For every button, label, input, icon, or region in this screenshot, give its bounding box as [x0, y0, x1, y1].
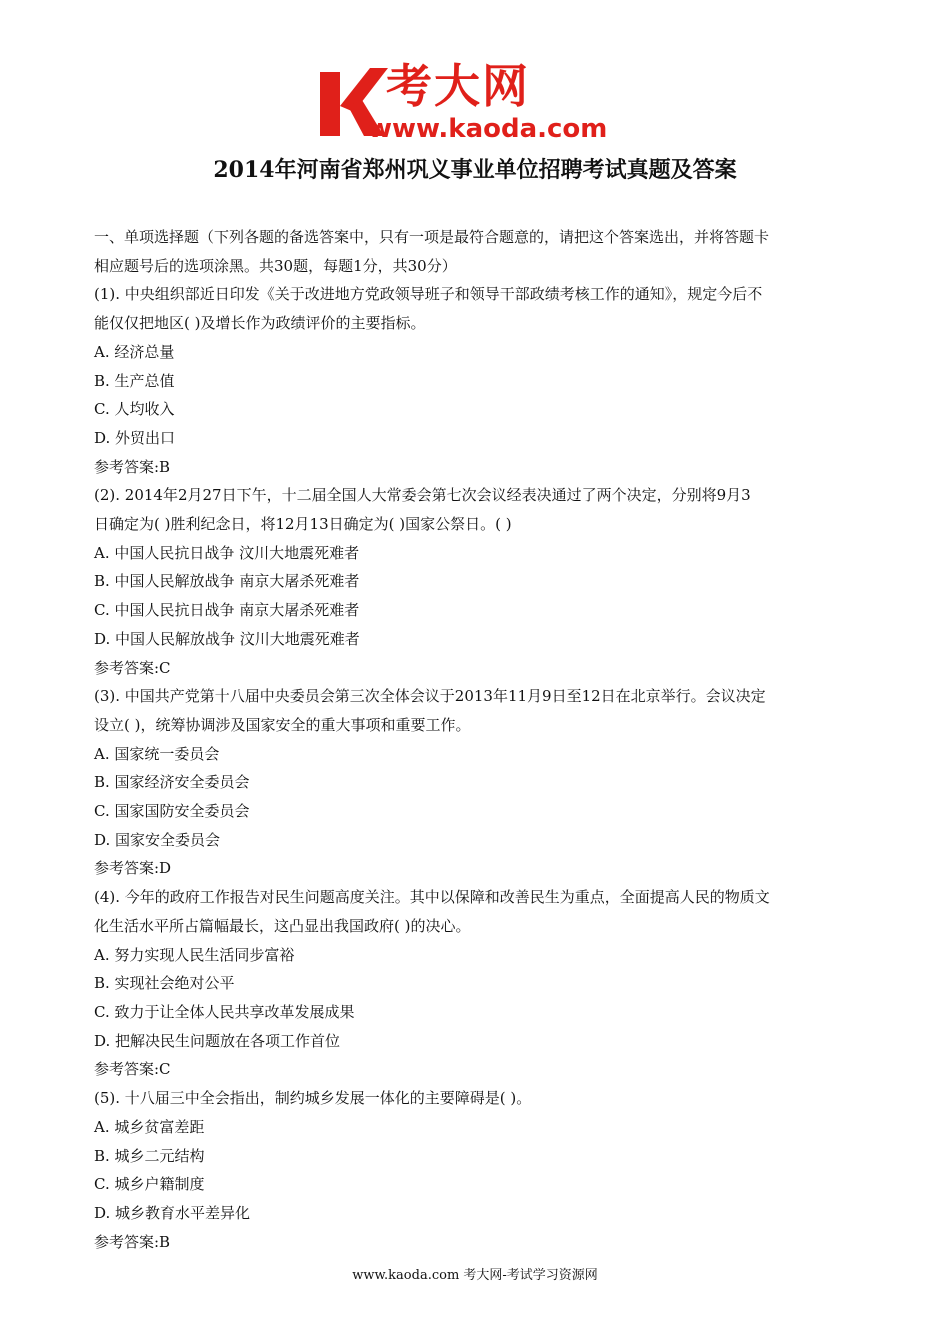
answer-option: B. 实现社会绝对公平 — [94, 974, 235, 993]
instructions-line: 一、单项选择题（下列各题的备选答案中，只有一项是最符合题意的，请把这个答案选出，并将答题卡 — [94, 228, 770, 246]
answer-option: C. 致力于让全体人民共享改革发展成果 — [94, 1002, 355, 1021]
answer-option: C. 国家国防安全委员会 — [94, 802, 250, 821]
answer-option: A. 国家统一委员会 — [94, 744, 220, 763]
reference-answer: 参考答案:C — [94, 658, 171, 677]
question-stem: (4). 今年的政府工作报告对民生问题高度关注。其中以保障和改善民生为重点，全面提高人民的物质文 — [94, 888, 770, 907]
answer-option: A. 中国人民抗日战争 汶川大地震死难者 — [94, 543, 360, 562]
answer-option: C. 中国人民抗日战争 南京大屠杀死难者 — [94, 601, 360, 620]
reference-answer: 参考答案:C — [94, 1060, 171, 1079]
answer-option: B. 生产总值 — [94, 371, 175, 390]
page-title: 2014年河南省郑州巩义事业单位招聘考试真题及答案 — [213, 157, 737, 183]
document-body — [94, 223, 862, 1256]
answer-option: B. 城乡二元结构 — [94, 1146, 205, 1165]
logo-brand-text: 考大网 — [386, 59, 530, 113]
answer-option: C. 人均收入 — [94, 400, 175, 419]
answer-option: B. 中国人民解放战争 南京大屠杀死难者 — [94, 572, 360, 591]
answer-option: B. 国家经济安全委员会 — [94, 773, 250, 792]
question-stem: 能仅仅把地区( )及增长作为政绩评价的主要指标。 — [94, 314, 426, 333]
answer-option: A. 经济总量 — [94, 342, 175, 361]
instructions-line: 相应题号后的选项涂黑。共30题，每题1分，共30分） — [94, 256, 457, 275]
answer-option: A. 努力实现人民生活同步富裕 — [94, 945, 295, 964]
question-stem: (5). 十八届三中全会指出，制约城乡发展一体化的主要障碍是( )。 — [94, 1089, 532, 1108]
question-stem: 设立( )，统筹协调涉及国家安全的重大事项和重要工作。 — [94, 715, 471, 734]
question-stem: (3). 中国共产党第十八届中央委员会第三次全体会议于2013年11月9日至12日在北京举行。会议决定 — [94, 687, 766, 706]
question-stem: (1). 中央组织部近日印发《关于改进地方党政领导班子和领导干部政绩考核工作的通知》，规定今后不 — [94, 285, 763, 304]
logo-url-text: www.kaoda.com — [368, 114, 608, 144]
answer-option: D. 中国人民解放战争 汶川大地震死难者 — [94, 629, 360, 648]
answer-option: D. 外贸出口 — [94, 428, 176, 447]
answer-option: D. 国家安全委员会 — [94, 830, 221, 849]
question-stem: (2). 2014年2月27日下午，十二届全国人大常委会第七次会议经表决通过了两个决定，分别将9月3 — [94, 486, 751, 505]
question-stem: 化生活水平所占篇幅最长，这凸显出我国政府( )的决心。 — [94, 916, 471, 935]
answer-option: A. 城乡贫富差距 — [94, 1117, 205, 1136]
answer-option: D. 城乡教育水平差异化 — [94, 1203, 251, 1222]
kaoda-logo — [318, 59, 638, 148]
answer-option: C. 城乡户籍制度 — [94, 1175, 205, 1194]
question-stem: 日确定为( )胜利纪念日，将12月13日确定为( )国家公祭日。( ) — [94, 515, 512, 534]
reference-answer: 参考答案:B — [94, 457, 171, 476]
reference-answer: 参考答案:B — [94, 1232, 171, 1251]
answer-option: D. 把解决民生问题放在各项工作首位 — [94, 1031, 341, 1050]
page-footer: www.kaoda.com 考大网-考试学习资源网 — [352, 1268, 598, 1283]
reference-answer: 参考答案:D — [94, 859, 172, 878]
